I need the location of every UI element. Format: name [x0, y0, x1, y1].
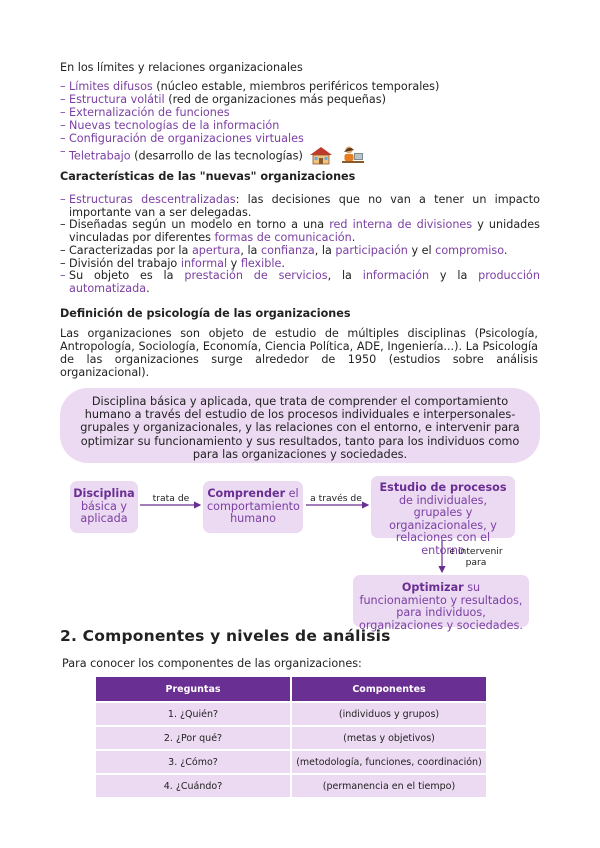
list-item: – Su objeto es la prestación de servicios, la información y la producción automatizada.	[60, 269, 540, 295]
table-row: 2. ¿Por qué? (metas y objetivos)	[96, 727, 486, 749]
node-comprender: Comprender el comportamiento humano	[203, 481, 303, 533]
dash: –	[60, 80, 66, 93]
definition-bubble: Disciplina básica y aplicada, que trata de comprender el comportamiento humano a través del estudio de los procesos individuales e interpersonales-grupales y organizacionales, y las relaciones con el entorno, e intervenir para optimizar su funcionamiento y sus resultados, tanto para los individuos como para las organizaciones y sociedades.	[60, 388, 540, 463]
list-item: – Externalización de funciones	[60, 106, 230, 119]
section2-title: 2. Componentes y niveles de análisis	[60, 627, 391, 645]
highlight: Límites difusos	[69, 80, 153, 93]
list-item: – Nuevas tecnologías de la información	[60, 119, 280, 132]
list-item: – Configuración de organizaciones virtuales	[60, 132, 304, 145]
list-item: – Caracterizadas por la apertura, la confianza, la participación y el compromiso.	[60, 244, 508, 257]
node-optimizar: Optimizar su funcionamiento y resultados, para individuos, organizaciones y sociedades.	[353, 575, 529, 627]
list-item: – Teletrabajo (desarrollo de las tecnologías)	[60, 145, 540, 168]
column-header: Preguntas	[96, 677, 290, 701]
list-item: – Estructuras descentralizadas: las decisiones que no van a tener un impacto importante van a ser delegadas.	[60, 193, 540, 219]
table-row: 1. ¿Quién? (individuos y grupos)	[96, 703, 486, 725]
list-item: – Diseñadas según un modelo en torno a una red interna de divisiones y unidades vinculadas por diferentes formas de comunicación.	[60, 218, 540, 244]
section2-intro: Para conocer los componentes de las organizaciones:	[62, 657, 362, 670]
edge-label-a-traves-de: a través de	[310, 493, 362, 504]
edge-label-intervenir: e intervenir para	[449, 546, 503, 568]
node-disciplina: Disciplina básica y aplicada	[70, 481, 138, 533]
list-item: – Límites difusos (núcleo estable, miembros periféricos temporales)	[60, 80, 440, 93]
definition-heading: Definición de psicología de las organizaciones	[60, 307, 351, 320]
limits-intro: En los límites y relaciones organizacionales	[60, 61, 303, 74]
table-row: 3. ¿Cómo? (metodología, funciones, coordinación)	[96, 751, 486, 773]
column-header: Componentes	[290, 677, 486, 701]
list-item: – Estructura volátil (red de organizaciones más pequeñas)	[60, 93, 386, 106]
definition-paragraph: Las organizaciones son objeto de estudio de múltiples disciplinas (Psicología, Antropología, Sociología, Economía, Ciencia Política, ADE, Ingeniería...). La Psicología de las organizaciones surge alrededor de 1950 (estudios sobre análisis organizacional).	[60, 327, 538, 379]
table-header-row	[96, 677, 486, 701]
list-item: – División del trabajo informal y flexible.	[60, 257, 285, 270]
edge-label-trata-de: trata de	[152, 493, 190, 504]
node-estudio-procesos: Estudio de procesos de individuales, grupales y organizacionales, y relaciones con el entorno	[371, 476, 515, 538]
new-orgs-heading: Características de las "nuevas" organizaciones	[60, 170, 356, 183]
components-table	[96, 675, 486, 799]
table-row: 4. ¿Cuándo? (permanencia en el tiempo)	[96, 775, 486, 797]
